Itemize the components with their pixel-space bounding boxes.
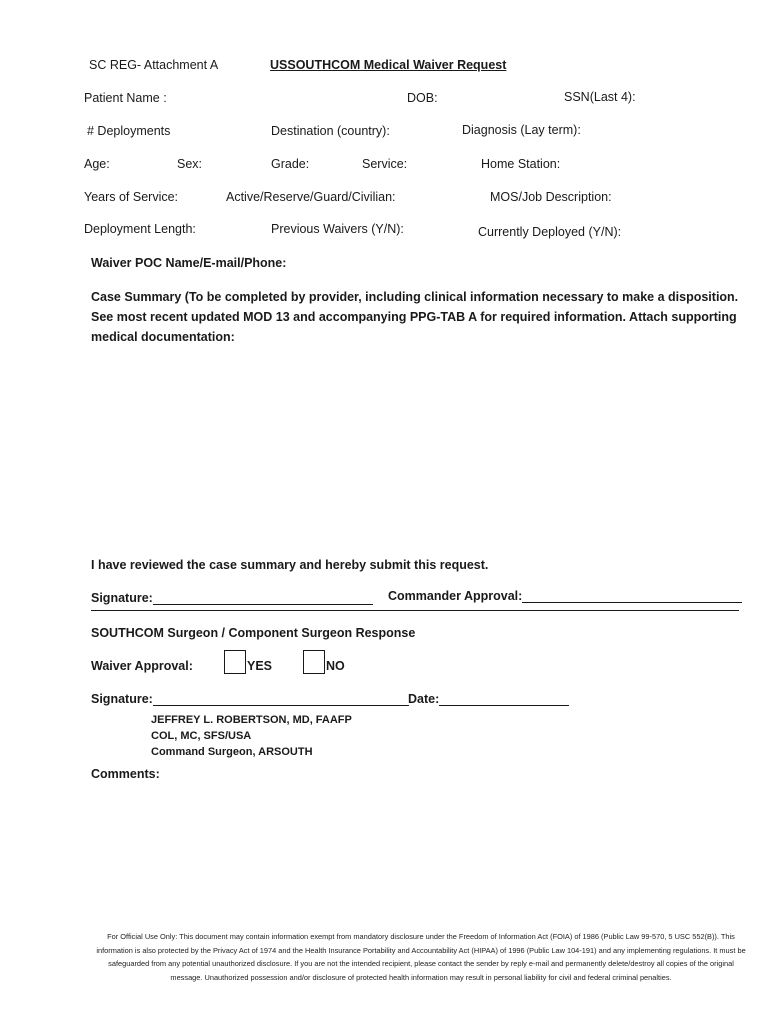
commander-approval-label: Commander Approval: <box>388 589 523 603</box>
submitter-signature-line <box>153 592 373 605</box>
date-label: Date: <box>408 692 440 706</box>
service-field[interactable]: Service: <box>362 157 408 171</box>
privacy-notice: For Official Use Only: This document may contain information exempt from mandatory disclosure under the Freedom of Information Act (FOIA) of 1986 (Public Law 99-570, 5 USC 552(B)). This information is also protected by the Privacy Act of 1974 and the Health Insurance Portability and Accountability Act (HIPAA) of 1996 (Public Law 104-191) and any implementing regulations. It must be safeguarded from any potential unauthorized disclosure. If you are not the intended recipient, please contact the sender by reply e-mail and permanently delete/destroy all copies of the original message. Unauthorized possession and/or disclosure of protected health information may result in personal liability for civil and federal criminal penalties. <box>96 932 746 982</box>
commander-approval-field[interactable] <box>388 589 742 603</box>
mos-field[interactable]: MOS/Job Description: <box>490 190 612 204</box>
signer-title: Command Surgeon, ARSOUTH <box>151 746 313 758</box>
waiver-approval-label: Waiver Approval: <box>91 659 193 673</box>
deployments-field[interactable]: # Deployments <box>87 124 171 138</box>
surgeon-signature-label: Signature: <box>91 692 153 706</box>
yes-label: YES <box>247 659 273 673</box>
yes-checkbox[interactable] <box>224 650 246 674</box>
deployment-length-field[interactable]: Deployment Length: <box>84 222 196 236</box>
signer-rank: COL, MC, SFS/USA <box>151 730 252 742</box>
date-line <box>439 693 569 706</box>
years-of-service-field[interactable]: Years of Service: <box>84 190 179 204</box>
home-station-field[interactable]: Home Station: <box>481 157 561 171</box>
age-field[interactable]: Age: <box>84 157 110 171</box>
comments-area[interactable] <box>91 787 746 917</box>
dob-field[interactable]: DOB: <box>407 91 438 105</box>
patient-name-field[interactable]: Patient Name : <box>84 91 167 105</box>
page-title: USSOUTHCOM Medical Waiver Request <box>270 58 507 72</box>
sex-field[interactable]: Sex: <box>177 157 203 171</box>
surgeon-signature-line <box>153 693 409 706</box>
previous-waivers-field[interactable]: Previous Waivers (Y/N): <box>271 222 404 236</box>
no-label: NO <box>326 659 345 673</box>
submitter-signature-label: Signature: <box>91 591 153 605</box>
signer-name: JEFFREY L. ROBERTSON, MD, FAAFP <box>151 714 352 726</box>
destination-field[interactable]: Destination (country): <box>271 124 390 138</box>
date-field[interactable] <box>408 692 569 706</box>
signer-block <box>151 712 352 760</box>
no-checkbox[interactable] <box>303 650 325 674</box>
review-statement: I have reviewed the case summary and hereby submit this request. <box>91 558 489 572</box>
case-summary-area[interactable] <box>91 350 746 545</box>
commander-approval-line <box>522 590 742 603</box>
comments-label: Comments: <box>91 767 160 781</box>
section-divider <box>91 610 739 611</box>
grade-field[interactable]: Grade: <box>271 157 310 171</box>
diagnosis-field[interactable]: Diagnosis (Lay term): <box>462 123 581 137</box>
attachment-label: SC REG- Attachment A <box>89 58 219 72</box>
currently-deployed-field[interactable]: Currently Deployed (Y/N): <box>478 225 622 239</box>
surgeon-signature-field[interactable] <box>91 692 409 706</box>
case-summary-heading: Case Summary (To be completed by provider, including clinical information necessary to make a disposition. See most recent updated MOD 13 and accompanying PPG-TAB A for required information. Attach supporting medical documentation: <box>91 290 739 344</box>
submitter-signature-field[interactable] <box>91 591 373 605</box>
waiver-poc-field[interactable]: Waiver POC Name/E-mail/Phone: <box>91 256 287 270</box>
ssn-field[interactable]: SSN(Last 4): <box>564 90 636 104</box>
component-field[interactable]: Active/Reserve/Guard/Civilian: <box>226 190 396 204</box>
response-heading: SOUTHCOM Surgeon / Component Surgeon Response <box>91 626 416 640</box>
